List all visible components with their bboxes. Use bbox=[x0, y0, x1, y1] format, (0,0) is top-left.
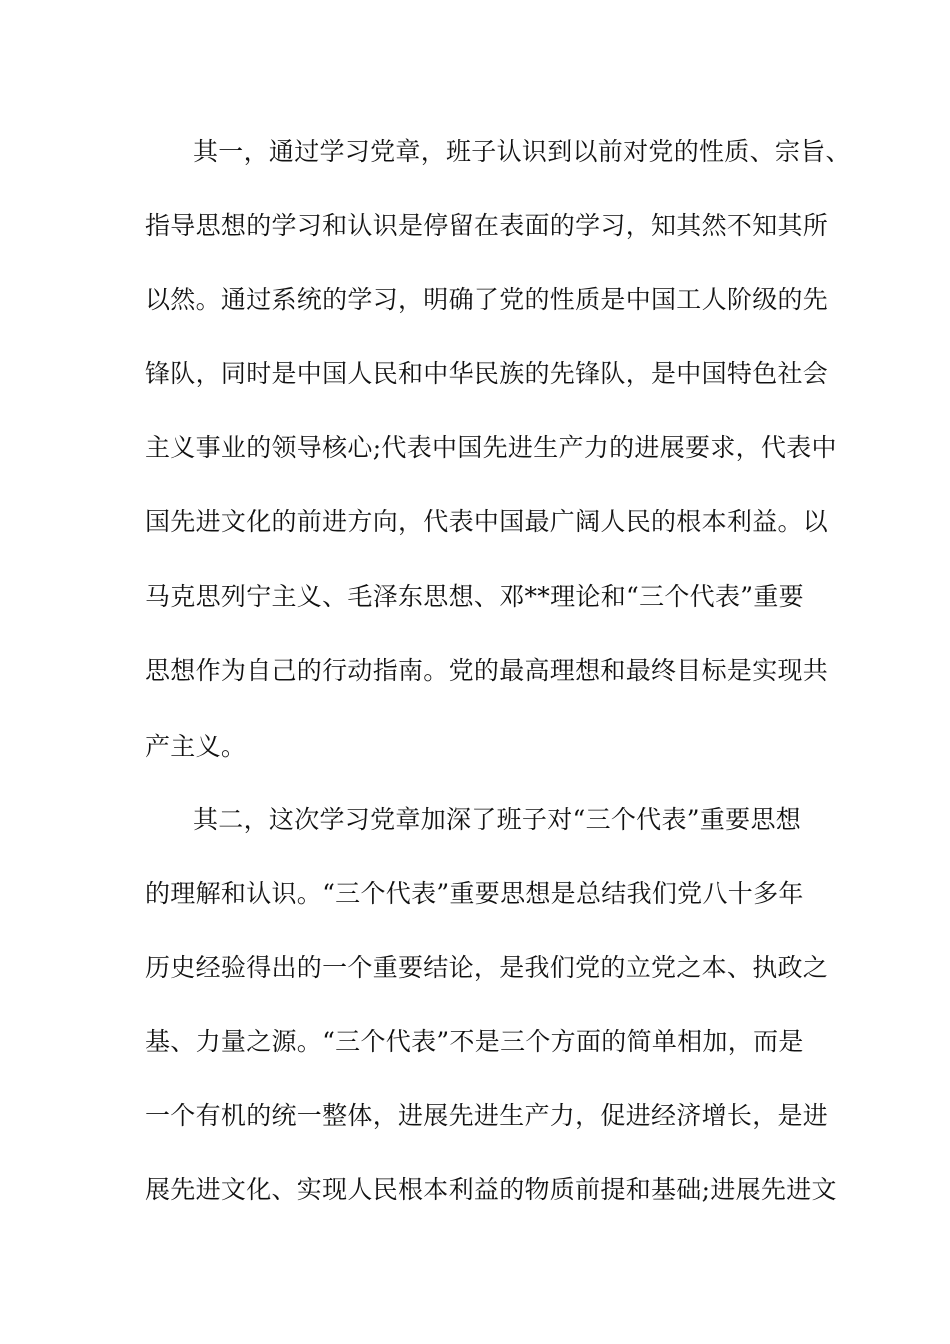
paragraph-1-line-3: 以然。通过系统的学习，明确了党的性质是中国工人阶级的先 bbox=[145, 285, 829, 314]
paragraph-2-line-3: 历史经验得出的一个重要结论，是我们党的立党之本、执政之 bbox=[145, 953, 829, 982]
paragraph-1-line-4: 锋队，同时是中国人民和中华民族的先锋队，是中国特色社会 bbox=[145, 359, 829, 388]
paragraph-1-line-2: 指导思想的学习和认识是停留在表面的学习，知其然不知其所 bbox=[145, 211, 829, 240]
paragraph-2-line-5: 一个有机的统一整体，进展先进生产力，促进经济增长，是进 bbox=[145, 1101, 829, 1130]
paragraph-1-line-6: 国先进文化的前进方向，代表中国最广阔人民的根本利益。以 bbox=[145, 507, 829, 536]
paragraph-1-line-8: 思想作为自己的行动指南。党的最高理想和最终目标是实现共 bbox=[145, 656, 829, 685]
paragraph-2-line-1: 其二，这次学习党章加深了班子对“三个代表”重要思想 bbox=[193, 805, 802, 834]
paragraph-1-line-9: 产主义。 bbox=[145, 732, 247, 761]
paragraph-2-line-4: 基、力量之源。“三个代表”不是三个方面的简单相加，而是 bbox=[145, 1027, 804, 1056]
paragraph-1-line-5: 主义事业的领导核心;代表中国先进生产力的进展要求，代表中 bbox=[145, 433, 837, 462]
paragraph-2-line-2: 的理解和认识。“三个代表”重要思想是总结我们党八十多年 bbox=[145, 879, 804, 908]
paragraph-1-line-7: 马克思列宁主义、毛泽东思想、邓**理论和“三个代表”重要 bbox=[145, 582, 804, 611]
paragraph-2-line-6: 展先进文化、实现人民根本利益的物质前提和基础;进展先进文 bbox=[145, 1175, 837, 1204]
paragraph-1-line-1: 其一，通过学习党章，班子认识到以前对党的性质、宗旨、 bbox=[193, 137, 851, 166]
